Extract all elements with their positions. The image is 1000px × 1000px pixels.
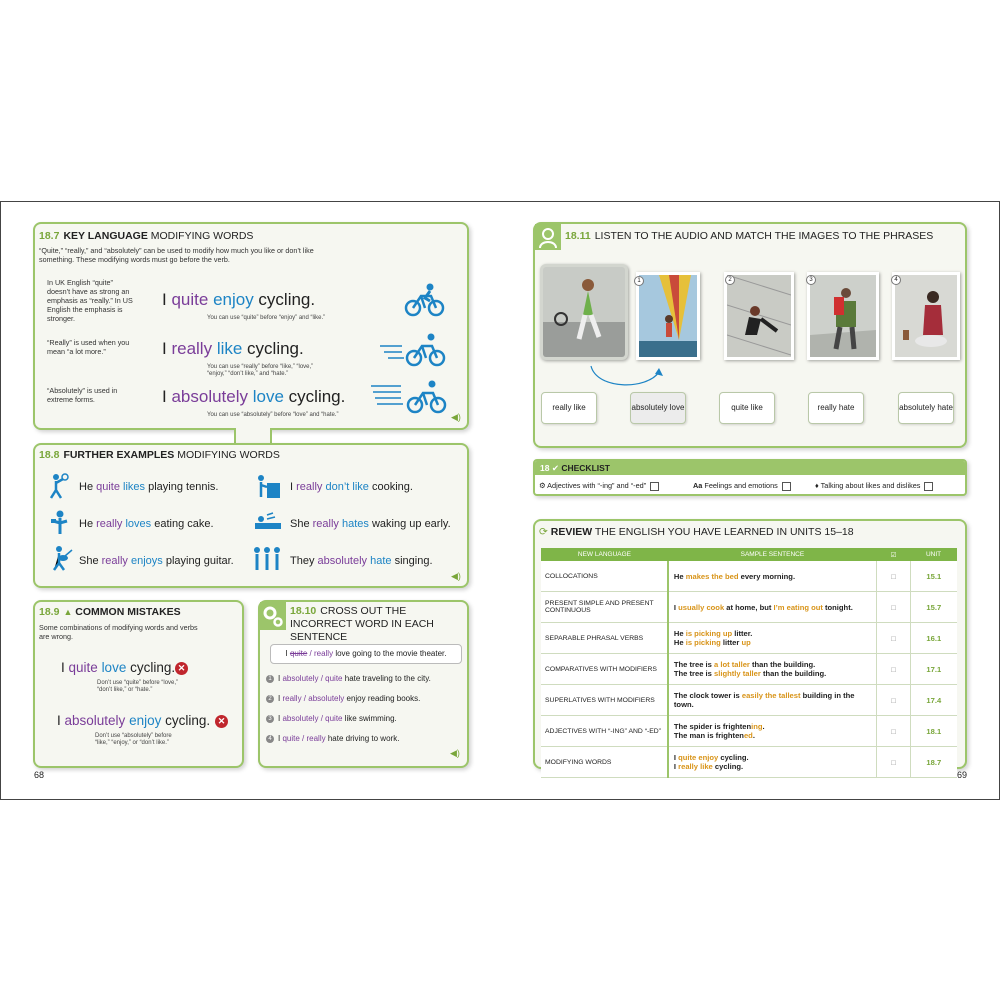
key-note-1: You can use “quite” before “enjoy” and “like.” <box>207 315 326 321</box>
panel-18-7 <box>33 222 469 430</box>
review-row <box>541 561 957 592</box>
review-sample-sentence: The tree is a lot taller than the building. The tree is slightly taller than the building. <box>668 654 877 685</box>
review-checkbox[interactable]: □ <box>877 747 910 778</box>
example-3: He really loves eating cake. <box>79 518 214 530</box>
key-note-3: You can use “absolutely” before “love” and “hate.” <box>207 412 339 418</box>
review-sample-sentence: He is picking up litter. He is picking litter up <box>668 623 877 654</box>
checkbox[interactable] <box>924 482 933 491</box>
review-checkbox[interactable]: □ <box>877 685 910 716</box>
panel-18-7-intro: “Quite,” “really,” and “absolutely” can be used to modify how much you like or don’t like something. These modifying words must go before the verb. <box>39 246 314 264</box>
panel-18-7-title: 18.7 KEY LANGUAGE MODIFYING WORDS <box>39 230 254 242</box>
example-6: They absolutely hate singing. <box>290 555 433 567</box>
checklist-item-1[interactable]: ⚙ Adjectives with “-ing” and “-ed” <box>539 481 659 491</box>
checklist-item-2[interactable]: Aa Feelings and emotions <box>693 481 791 491</box>
exercise-item-4[interactable]: 4 I quite / really hate driving to work. <box>266 734 399 743</box>
photo-number-1: 1 <box>634 276 644 286</box>
review-header-row <box>541 548 957 561</box>
checkbox[interactable] <box>782 482 791 491</box>
review-checkbox[interactable]: □ <box>877 561 910 592</box>
review-checkbox[interactable]: □ <box>877 623 910 654</box>
match-arrow-icon <box>587 364 667 394</box>
review-language: MODIFYING WORDS <box>541 747 668 778</box>
page-number-left: 68 <box>34 770 45 780</box>
exercise-item-2[interactable]: 2 I really / absolutely enjoy reading books. <box>266 694 420 703</box>
cyclist-icon <box>403 282 447 318</box>
cyclist-fastest-icon <box>371 378 449 416</box>
tennis-player-icon <box>47 473 69 499</box>
photo-number-4: 4 <box>891 275 901 285</box>
puzzle-icon: ♦ <box>815 481 819 490</box>
panel-18-9-intro: Some combinations of modifying words and verbs are wrong. <box>39 623 198 641</box>
exercise-item-1[interactable]: 1 I absolutely / quite hate traveling to the city. <box>266 674 431 683</box>
review-table <box>541 548 957 778</box>
page-number-right: 69 <box>957 770 968 780</box>
photo-3 <box>807 272 879 360</box>
mistake-sentence-1: I quite love cycling. <box>61 660 176 675</box>
review-sample-sentence: I usually cook at home, but I’m eating out tonight. <box>668 592 877 623</box>
review-row <box>541 654 957 685</box>
review-language: PRESENT SIMPLE AND PRESENT CONTINUOUS <box>541 592 668 623</box>
review-language: COMPARATIVES WITH MODIFIERS <box>541 654 668 685</box>
example-4: She really hates waking up early. <box>290 518 451 530</box>
photo-1 <box>636 272 700 360</box>
review-checkbox[interactable]: □ <box>877 654 910 685</box>
photo-2 <box>724 272 794 360</box>
panel-18-10 <box>258 600 469 768</box>
photo-number-2: 2 <box>725 275 735 285</box>
checkbox[interactable] <box>650 482 659 491</box>
review-language: ADJECTIVES WITH “-ING” AND “-ED” <box>541 716 668 747</box>
review-table-body <box>541 561 957 778</box>
gears-icon <box>260 602 286 630</box>
panel-18-11 <box>533 222 967 448</box>
col-unit: UNIT <box>910 548 957 561</box>
checklist-panel <box>533 459 967 496</box>
phrase-card-3[interactable]: quite like <box>719 392 775 424</box>
cooking-icon <box>255 473 281 499</box>
review-unit: 15.1 <box>910 561 957 592</box>
review-language: SUPERLATIVES WITH MODIFIERS <box>541 685 668 716</box>
phrase-card-4[interactable]: really hate <box>808 392 864 424</box>
panel-18-8-title: 18.8 FURTHER EXAMPLES MODIFYING WORDS <box>39 449 280 461</box>
review-row <box>541 716 957 747</box>
mistake-note-1: Don’t use “quite” before “love,” “don’t like,” or “hate.” <box>97 680 179 693</box>
panel-18-9 <box>33 600 244 768</box>
mistake-note-2: Don’t use “absolutely” before “like,” “enjoy,” or “don’t like.” <box>95 733 172 746</box>
col-new-language: NEW LANGUAGE <box>541 548 668 561</box>
phrase-card-5[interactable]: absolutely hate <box>898 392 954 424</box>
wrong-icon: ✕ <box>175 662 188 675</box>
phrase-card-1[interactable]: really like <box>541 392 597 424</box>
review-checkbox[interactable]: □ <box>877 716 910 747</box>
side-note-absolutely: “Absolutely” is used in extreme forms. <box>47 386 118 404</box>
exercise-item-3[interactable]: 3 I absolutely / quite like swimming. <box>266 714 397 723</box>
cross-out-example: I quite / really love going to the movie theater. <box>270 644 462 664</box>
review-sample-sentence: He makes the bed every morning. <box>668 561 877 592</box>
audio-speaker-icon[interactable]: ◀) <box>450 748 460 758</box>
example-2: I really don’t like cooking. <box>290 481 413 493</box>
photo-number-3: 3 <box>806 275 816 285</box>
review-row <box>541 685 957 716</box>
wrong-icon: ✕ <box>215 715 228 728</box>
key-sentence-3: I absolutely love cycling. <box>162 387 346 406</box>
review-row <box>541 747 957 778</box>
panel-18-11-title: 18.11 LISTEN TO THE AUDIO AND MATCH THE IMAGES TO THE PHRASES <box>565 230 934 242</box>
photo-tennis <box>540 264 628 360</box>
text-icon: Aa <box>693 481 703 490</box>
review-sample-sentence: The spider is frightening. The man is frightened. <box>668 716 877 747</box>
col-sample-sentence: SAMPLE SENTENCE <box>668 548 877 561</box>
review-unit: 18.1 <box>910 716 957 747</box>
key-sentence-1: I quite enjoy cycling. <box>162 290 316 309</box>
cyclist-fast-icon <box>380 332 448 368</box>
review-row <box>541 592 957 623</box>
review-language: SEPARABLE PHRASAL VERBS <box>541 623 668 654</box>
audio-speaker-icon[interactable]: ◀) <box>451 571 461 581</box>
guitar-player-icon <box>49 545 73 571</box>
photo-4 <box>892 272 960 360</box>
review-unit: 18.7 <box>910 747 957 778</box>
waking-up-icon <box>253 511 283 533</box>
audio-speaker-icon[interactable]: ◀) <box>451 412 461 422</box>
cake-eater-icon <box>49 509 71 535</box>
singers-icon <box>251 545 283 571</box>
review-checkbox[interactable]: □ <box>877 592 910 623</box>
gear-icon: ⚙ <box>539 481 546 490</box>
phrase-card-2[interactable]: absolutely love <box>630 392 686 424</box>
col-check: ☑ <box>877 548 910 561</box>
review-unit: 15.7 <box>910 592 957 623</box>
review-unit: 17.1 <box>910 654 957 685</box>
review-sample-sentence: The clock tower is easily the tallest building in the town. <box>668 685 877 716</box>
key-note-2: You can use “really” before “like,” “love,” “enjoy,” “don’t like,” and “hate.” <box>207 364 314 377</box>
example-5: She really enjoys playing guitar. <box>79 555 234 567</box>
side-note-really: “Really” is used when you mean “a lot more.” <box>47 338 130 356</box>
review-language: COLLOCATIONS <box>541 561 668 592</box>
example-1: He quite likes playing tennis. <box>79 481 219 493</box>
review-sample-sentence: I quite enjoy cycling. I really like cycling. <box>668 747 877 778</box>
checklist-item-3[interactable]: ♦ Talking about likes and dislikes <box>815 481 933 491</box>
review-title: ⟳ REVIEW THE ENGLISH YOU HAVE LEARNED IN UNITS 15–18 <box>539 526 854 538</box>
review-row <box>541 623 957 654</box>
side-note-quite: In UK English “quite” doesn’t have as strong an emphasis as “really.” In US English the emphasis is stronger. <box>47 278 133 323</box>
panel-18-10-title: 18.10 CROSS OUT THE INCORRECT WORD IN EACH SENTENCE <box>290 605 434 643</box>
key-sentence-2: I really like cycling. <box>162 339 304 358</box>
review-unit: 17.4 <box>910 685 957 716</box>
panel-18-8 <box>33 443 469 588</box>
review-unit: 16.1 <box>910 623 957 654</box>
panel-18-9-title: 18.9 ▲ COMMON MISTAKES <box>39 606 181 618</box>
mistake-sentence-2: I absolutely enjoy cycling. <box>57 713 211 728</box>
listener-icon <box>535 224 561 250</box>
checklist-header: 18 ✔ CHECKLIST <box>535 461 967 475</box>
